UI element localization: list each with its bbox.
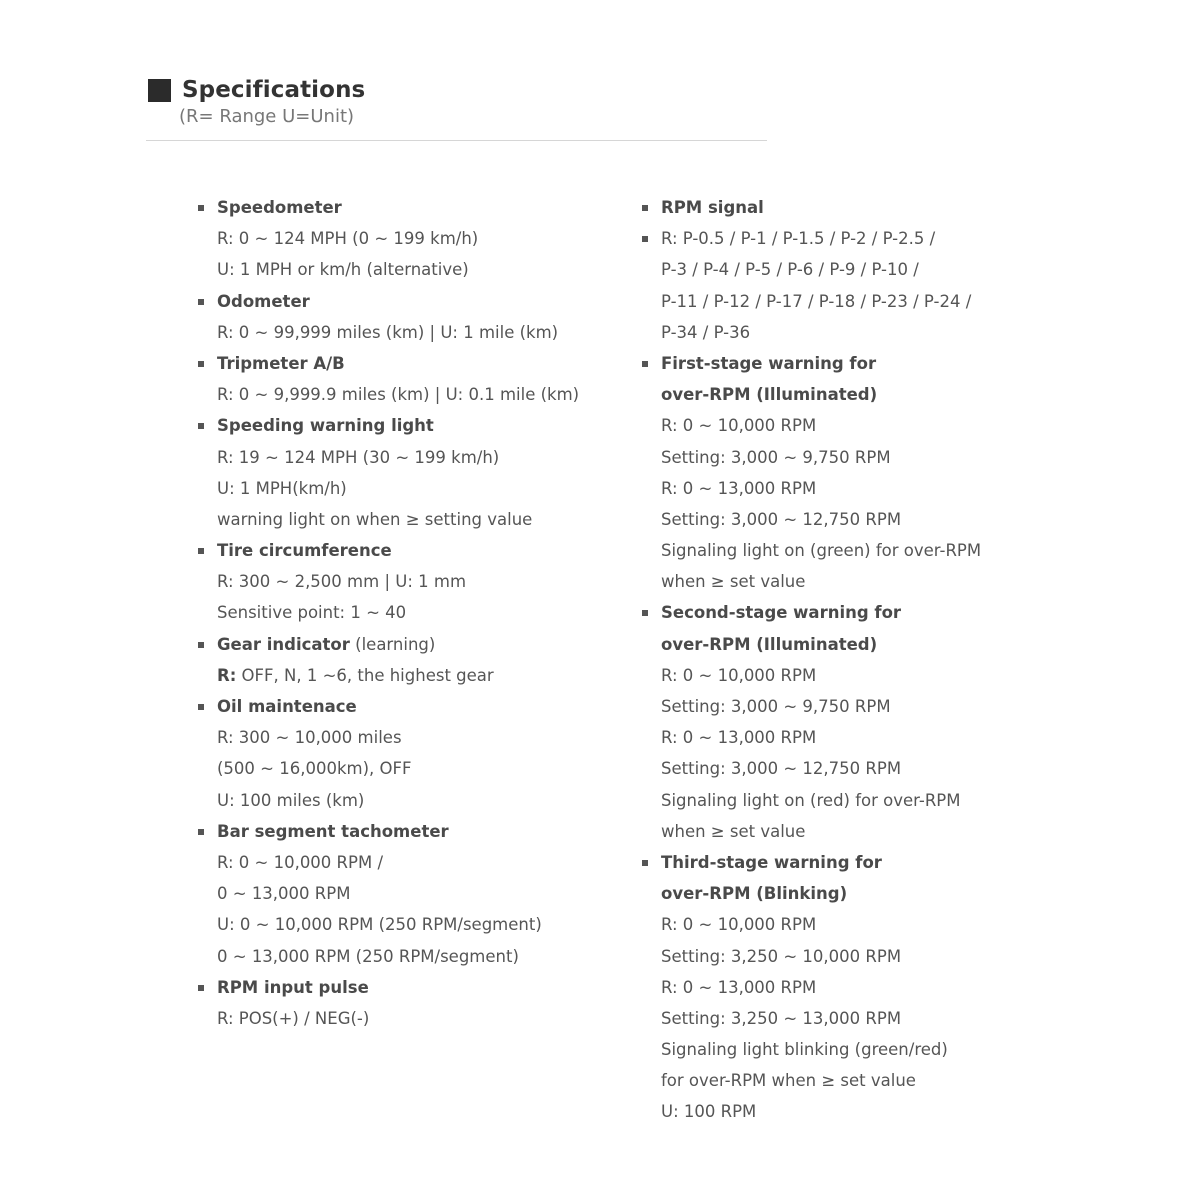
spec-title-suffix: (learning) xyxy=(349,634,436,654)
spec-range-label: R: xyxy=(217,665,237,685)
spec-note-cont: when ≥ set value xyxy=(661,821,806,841)
spec-note-cont: when ≥ set value xyxy=(661,572,806,592)
spec-setting: Setting: 3,000 ~ 9,750 RPM xyxy=(661,447,891,467)
spec-range-cont: (500 ~ 16,000km), OFF xyxy=(217,759,412,779)
spec-range-line xyxy=(217,660,579,691)
spec-range: R: 0 ~ 9,999.9 miles (km) | U: 0.1 mile (km) xyxy=(217,385,580,405)
spec-range: R: 300 ~ 2,500 mm | U: 1 mm xyxy=(217,572,467,592)
header-divider xyxy=(146,140,767,141)
spec-title: RPM signal xyxy=(661,198,764,217)
spec-range: R: 0 ~ 99,999 miles (km) | U: 1 mile (km) xyxy=(217,322,559,342)
spec-item-third-stage-warning xyxy=(642,847,981,1128)
spec-title: Oil maintenace xyxy=(217,697,357,716)
spec-range: R: 0 ~ 13,000 RPM xyxy=(661,728,817,748)
spec-range-cont: P-11 / P-12 / P-17 / P-18 / P-23 / P-24 / xyxy=(661,291,972,311)
spec-item-odometer xyxy=(198,286,579,348)
spec-range: R: 0 ~ 10,000 RPM xyxy=(661,915,817,935)
spec-title: Gear indicator xyxy=(217,634,350,654)
spec-range: R: 0 ~ 124 MPH (0 ~ 199 km/h) xyxy=(217,229,479,249)
spec-item-rpm-input-pulse xyxy=(198,972,579,1034)
spec-setting: Setting: 3,000 ~ 12,750 RPM xyxy=(661,509,902,529)
spec-title: Odometer xyxy=(217,291,310,311)
spec-list-left xyxy=(198,192,579,1034)
spec-title: Speeding warning light xyxy=(217,416,434,436)
spec-note-cont: for over-RPM when ≥ set value xyxy=(661,1071,916,1091)
spec-title-cont: over-RPM (Blinking) xyxy=(661,884,848,904)
spec-item-rpm-signal xyxy=(642,192,981,223)
spec-title: Tripmeter A/B xyxy=(217,353,345,373)
spec-item-second-stage-warning xyxy=(642,597,981,847)
spec-note: warning light on when ≥ setting value xyxy=(217,509,533,529)
spec-setting: Setting: 3,250 ~ 13,000 RPM xyxy=(661,1008,902,1028)
spec-unit: U: 1 MPH(km/h) xyxy=(217,478,347,498)
spec-range-value: OFF, N, 1 ~6, the highest gear xyxy=(236,665,494,685)
spec-item-first-stage-warning xyxy=(642,348,981,598)
spec-item-rpm-signal-range xyxy=(642,223,981,348)
spec-range: R: 0 ~ 10,000 RPM xyxy=(661,665,817,685)
spec-range: R: 19 ~ 124 MPH (30 ~ 199 km/h) xyxy=(217,447,500,467)
spec-title: Speedometer xyxy=(217,198,342,217)
spec-item-oil-maintenance xyxy=(198,691,579,816)
spec-list-right xyxy=(642,192,981,1128)
spec-range-cont: P-3 / P-4 / P-5 / P-6 / P-9 / P-10 / xyxy=(661,260,919,280)
spec-title-line xyxy=(217,629,579,660)
spec-item-speeding-warning xyxy=(198,410,579,535)
spec-item-speedometer xyxy=(198,192,579,286)
spec-range: R: 300 ~ 10,000 miles xyxy=(217,728,402,748)
spec-item-bar-tachometer xyxy=(198,816,579,972)
spec-unit: U: 1 MPH or km/h (alternative) xyxy=(217,260,469,280)
spec-item-gear-indicator xyxy=(198,629,579,691)
spec-range: R: 0 ~ 13,000 RPM xyxy=(661,478,817,498)
square-icon xyxy=(148,79,171,102)
spec-item-tripmeter xyxy=(198,348,579,410)
title-row xyxy=(148,74,365,106)
spec-item-tire-circumference xyxy=(198,535,579,629)
spec-range-cont: P-34 / P-36 xyxy=(661,322,751,342)
spec-title: First-stage warning for xyxy=(661,353,877,373)
spec-range: R: POS(+) / NEG(-) xyxy=(217,1008,370,1028)
spec-unit: U: 100 miles (km) xyxy=(217,790,365,810)
spec-unit-cont: 0 ~ 13,000 RPM (250 RPM/segment) xyxy=(217,946,519,966)
spec-range: R: 0 ~ 10,000 RPM / xyxy=(217,852,384,872)
specifications-header xyxy=(148,74,365,128)
page-subtitle: (R= Range U=Unit) xyxy=(179,106,355,127)
spec-setting: Setting: 3,000 ~ 9,750 RPM xyxy=(661,697,891,716)
spec-range: R: 0 ~ 10,000 RPM xyxy=(661,416,817,436)
spec-note: Signaling light on (green) for over-RPM xyxy=(661,541,982,561)
spec-note: Sensitive point: 1 ~ 40 xyxy=(217,603,407,623)
spec-note: Signaling light blinking (green/red) xyxy=(661,1040,948,1060)
spec-title: Tire circumference xyxy=(217,541,392,561)
spec-unit: U: 0 ~ 10,000 RPM (250 RPM/segment) xyxy=(217,915,542,935)
spec-unit: U: 100 RPM xyxy=(661,1102,757,1122)
page-title: Specifications xyxy=(182,77,366,103)
spec-note: Signaling light on (red) for over-RPM xyxy=(661,790,961,810)
spec-title: Third-stage warning for xyxy=(661,852,882,872)
spec-setting: Setting: 3,000 ~ 12,750 RPM xyxy=(661,759,902,779)
spec-title-cont: over-RPM (Illuminated) xyxy=(661,385,878,405)
spec-range: R: 0 ~ 13,000 RPM xyxy=(661,977,817,997)
spec-title: Second-stage warning for xyxy=(661,603,902,623)
spec-setting: Setting: 3,250 ~ 10,000 RPM xyxy=(661,946,902,966)
spec-title: RPM input pulse xyxy=(217,977,369,997)
spec-range: R: P-0.5 / P-1 / P-1.5 / P-2 / P-2.5 / xyxy=(661,229,936,249)
spec-title: Bar segment tachometer xyxy=(217,821,449,841)
spec-range-cont: 0 ~ 13,000 RPM xyxy=(217,884,351,904)
spec-title-cont: over-RPM (Illuminated) xyxy=(661,634,878,654)
